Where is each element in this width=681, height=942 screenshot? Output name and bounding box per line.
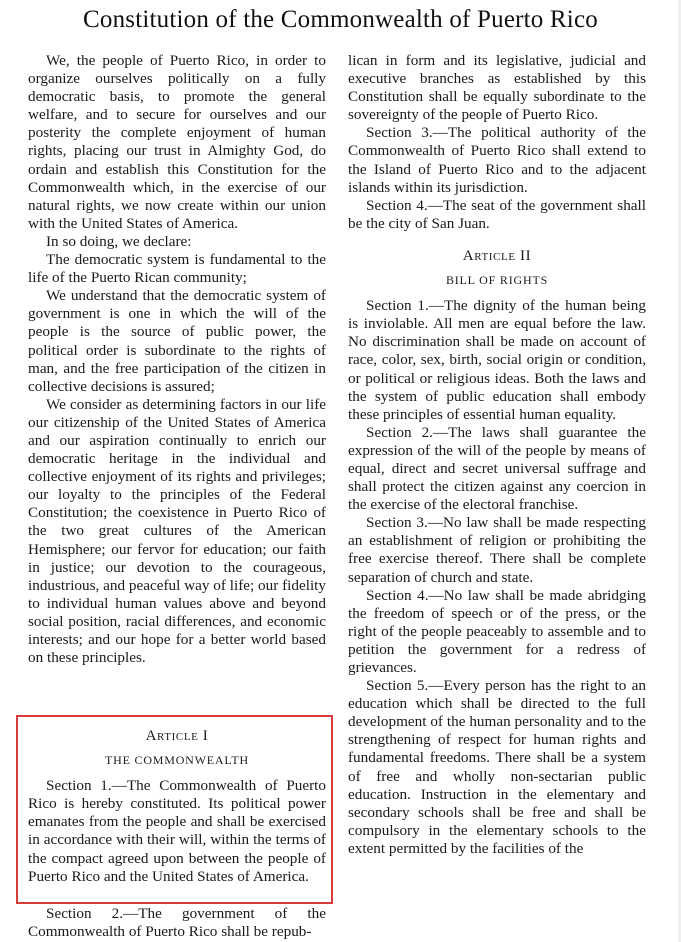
article-1-section-4: Section 4.—The seat of the government shall be the city of San Juan. (348, 196, 646, 232)
article-1-section-1: Section 1.—The Commonwealth of Puerto Rico is hereby constituted. Its political power emanates from the people and shall be exercised in accordance with their will, within the terms of the compact agreed upon between the people of Puerto Rico and the United States of America. (28, 777, 326, 885)
article-1-subheading: THE COMMONWEALTH (104, 753, 249, 768)
left-column (28, 52, 326, 667)
page-title: Constitution of the Commonwealth of Puerto Rico (83, 6, 598, 33)
article-2-section-4: Section 4.—No law shall be made abridging the freedom of speech or of the press, or the right of the people peaceably to assemble and to petition the government for a redress of grievances. (348, 586, 646, 676)
article-1-section-2-start (28, 905, 326, 941)
article-1-block (28, 727, 326, 886)
preamble-paragraph-1: We, the people of Puerto Rico, in order to organize ourselves politically on a fully democratic basis, to promote the general welfare, and to secure for ourselves and our posterity the complete enjoyment of human rights, placing our trust in Almighty God, do ordain and establish this Constitution for the Commonwealth which, in the exercise of our natural rights, we now create within our union with the United States of America. (28, 52, 326, 232)
section-2-continuation: lican in form and its legislative, judicial and executive branches as established by this Constitution shall be equally subordinate to the sovereignty of the people of Puerto Rico. (348, 52, 646, 124)
article-2-subheading: BILL OF RIGHTS (445, 273, 549, 288)
preamble-paragraph-5: We consider as determining factors in our life our citizenship of the United States of America and our aspiration continually to enrich our democratic heritage in the individual and collective enjoyment of its rights and privileges; our loyalty to the principles of the Federal Constitution; the coexistence in Puerto Rico of the two great cultures of the American Hemisphere; our fervor for education; our faith in justice; our devotion to the courageous, industrious, and peaceful way of life; our fidelity to individual human values above and beyond social position, racial differences, and economic interests; and our hope for a better world based on these principles. (28, 395, 326, 667)
article-2-section-5: Section 5.—Every person has the right to an education which shall be directed to the full development of the human personality and to the strengthening of respect for human rights and fundamental freedoms. There shall be a system of free and wholly non-sectarian public education. Instruction in the elementary and secondary schools shall be free and shall be compulsory in the elementary schools to the extent permitted by the facilities of the (348, 677, 646, 857)
article-1-heading: Article I (145, 728, 209, 744)
article-1-section-2: Section 2.—The government of the Commonwealth of Puerto Rico shall be repub- (28, 905, 326, 941)
article-2-section-2: Section 2.—The laws shall guarantee the expression of the will of the people by means of equal, direct and secret universal suffrage and shall protect the citizen against any coercion in the exercise of the electoral franchise. (348, 423, 646, 514)
right-column (348, 52, 646, 858)
preamble-paragraph-2: In so doing, we declare: (46, 232, 192, 250)
article-2-heading: Article II (462, 247, 532, 264)
preamble-paragraph-3: The democratic system is fundamental to the life of the Puerto Rican community; (28, 251, 326, 287)
article-1-section-3: Section 3.—The political authority of the Commonwealth of Puerto Rico shall extend to the Island of Puerto Rico and to the adjacent islands within its jurisdiction. (348, 124, 646, 196)
preamble-paragraph-4: We understand that the democratic system of government is one in which the will of the people is the source of public power, the political order is subordinate to the rights of man, and the free participation of the citizen in collective decisions is assured; (28, 287, 326, 395)
article-2-section-3: Section 3.—No law shall be made respecting an establishment of religion or prohibiting the free exercise thereof. There shall be complete separation of church and state. (348, 514, 646, 586)
article-2-section-1: Section 1.—The dignity of the human being is inviolable. All men are equal before the law. No discrimination shall be made on account of race, color, sex, birth, social origin or condition, or political or religious ideas. Both the laws and the system of public education shall embody these principles of essential human equality. (348, 297, 646, 423)
